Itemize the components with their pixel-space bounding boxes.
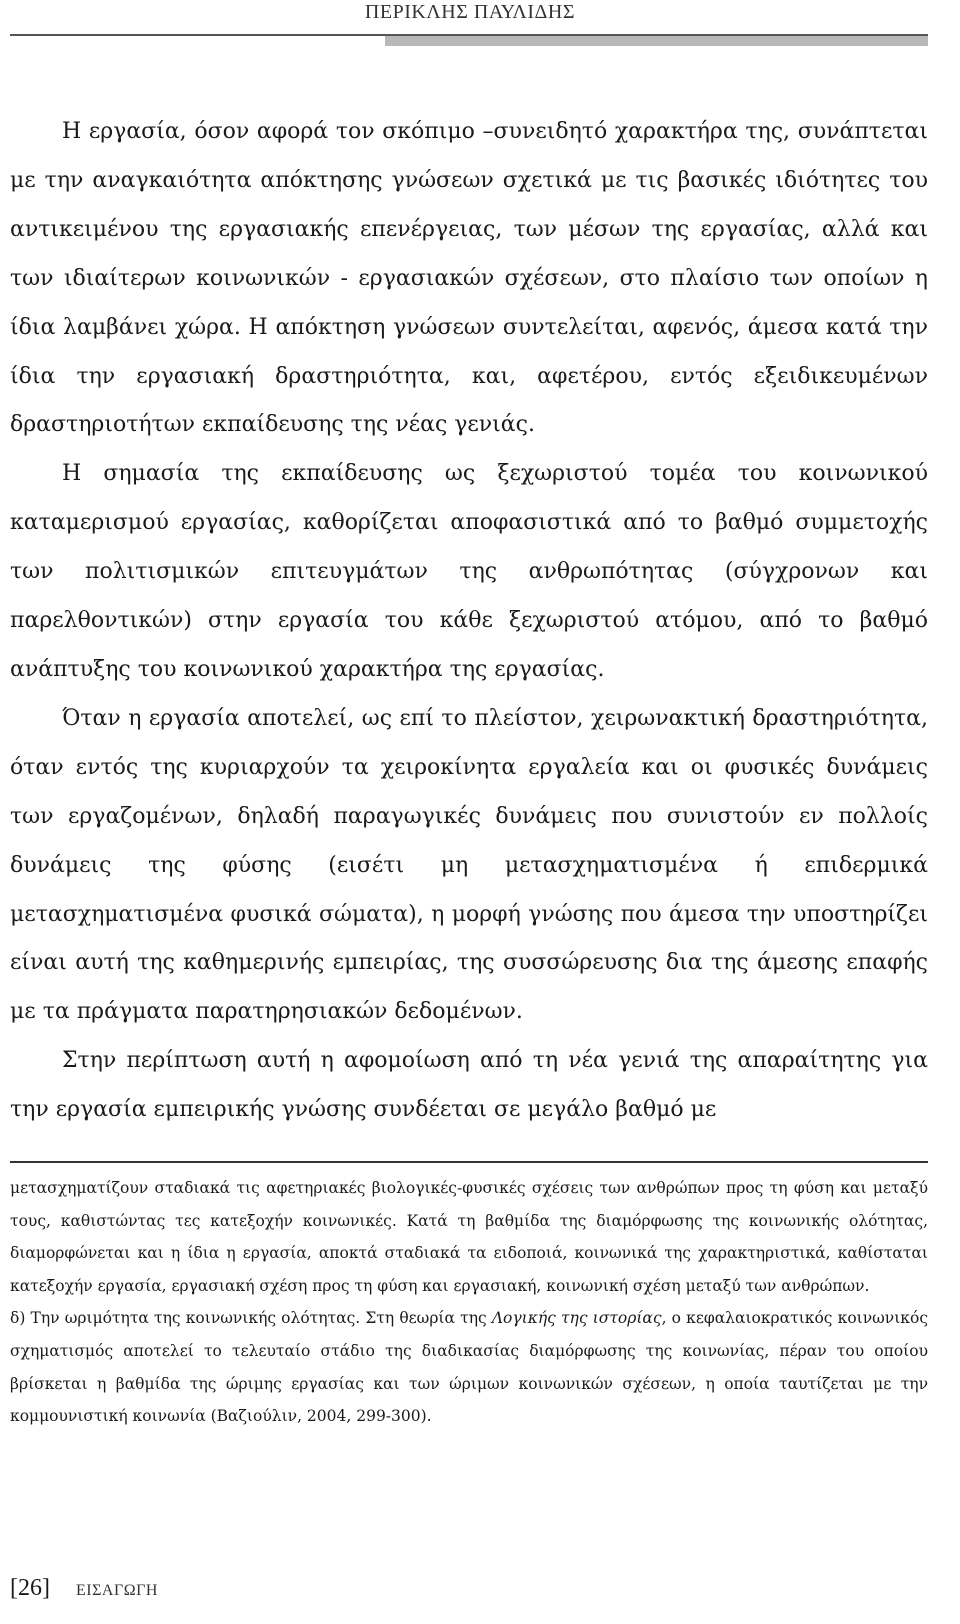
footnote-lead: Την ωριμότητα της κοινωνικής ολότητας. — [30, 1309, 361, 1328]
footnote-rule — [10, 1161, 928, 1163]
running-title: ΠΕΡΙΚΛΗΣ ΠΑΥΛΙΔΗΣ — [364, 1, 575, 23]
paragraph: Όταν η εργασία αποτελεί, ως επί το πλείστον, χειρωνακτική δραστηριότητα, όταν εντός της κυριαρχούν τα χειροκίνητα εργαλεία και οι φυσικές δυνάμεις των εργαζομένων, δηλαδή παραγωγικές δυνάμεις που συνιστούν εν πολλοίς δυνάμεις της φύσης (εισέτι μη μετασχηματισμένα ή επιδερμικά μετασχηματισμένα φυσικά σώματα), η μορφή γνώσης που άμεσα την υποστηρίζει είναι αυτή της καθημερινής εμπειρίας, της συσσώρευσης δια της άμεσης επαφής με τα πράγματα παρατηρησιακών δεδομένων. — [10, 705, 928, 1025]
main-text — [10, 108, 928, 1135]
paragraph: Η σημασία της εκπαίδευσης ως ξεχωριστού τομέα του κοινωνικού καταμερισμού εργασίας, καθορίζεται αποφασιστικά από το βαθμό συμμετοχής των πολιτισμικών επιτευγμάτων της ανθρωπότητας (σύγχρονων και παρελθοντικών) στην εργασία του κάθε ξεχωριστού ατόμου, από το βαθμό ανάπτυξης του κοινωνικού χαρακτήρα της εργασίας. — [10, 461, 928, 682]
page-number: [26] — [10, 1575, 50, 1601]
header-bar — [385, 36, 928, 46]
book-title: Λογικής της ιστορίας — [491, 1309, 662, 1328]
footnote-text: Στη θεωρία της — [365, 1309, 487, 1328]
footnote-marker: δ) — [10, 1309, 26, 1328]
footnote-continuation: μετασχηματίζουν σταδιακά τις αφετηριακές βιολογικές-φυσικές σχέσεις των ανθρώπων προς τη φύση και μεταξύ τους, καθιστώντας τες κατεξοχήν κοινωνικές. Κατά τη βαθμίδα της διαμόρφωσης της κοινωνικής ολότητας, διαμορφώνεται και η ίδια η εργασία, αποκτά σταδιακά τα ειδοποιά, κοινωνικά της χαρακτηριστικά, καθίσταται κατεξοχήν εργασία, εργασιακή σχέση προς τη φύση και εργασιακή, κοινωνική σχέση μεταξύ των ανθρώπων. — [10, 1179, 928, 1295]
footnote-text: , ο κεφαλαιοκρατικός κοινωνικός σχηματισμός αποτελεί το τελευταίο στάδιο της διαδικασίας διαμόρφωσης της κοινωνίας, πέραν του οποίου βρίσκεται η βαθμίδα της ώριμης εργασίας και των ώριμων κοινωνικών σχέσεων, η οποία ταυτίζεται με την κομμουνιστική κοινωνία (Βαζιούλιν, 2004, 299-300). — [10, 1309, 928, 1426]
footnotes — [10, 1172, 928, 1433]
section-name: ΕΙΣΑΓΩΓΗ — [75, 1582, 158, 1599]
paragraph: Η εργασία, όσον αφορά τον σκόπιμο –συνειδητό χαρακτήρα της, συνάπτεται με την αναγκαιότητα απόκτησης γνώσεων σχετικά με τις βασικές ιδιότητες του αντικειμένου της εργασιακής επενέργειας, των μέσων της εργασίας, αλλά και των ιδιαίτερων κοινωνικών - εργασιακών σχέσεων, στο πλαίσιο των οποίων η ίδια λαμβάνει χώρα. Η απόκτηση γνώσεων συντελείται, αφενός, άμεσα κατά την ίδια την εργασιακή δραστηριότητα, και, αφετέρου, εντός εξειδικευμένων δραστηριοτήτων εκπαίδευσης της νέας γενιάς. — [10, 119, 928, 438]
paragraph: Στην περίπτωση αυτή η αφομοίωση από τη νέα γενιά της απαραίτητης για την εργασία εμπειρικής γνώσης συνδέεται σε μεγάλο βαθμό με — [10, 1048, 928, 1123]
footnote-item-d — [10, 1302, 928, 1432]
page-footer — [10, 1575, 158, 1611]
